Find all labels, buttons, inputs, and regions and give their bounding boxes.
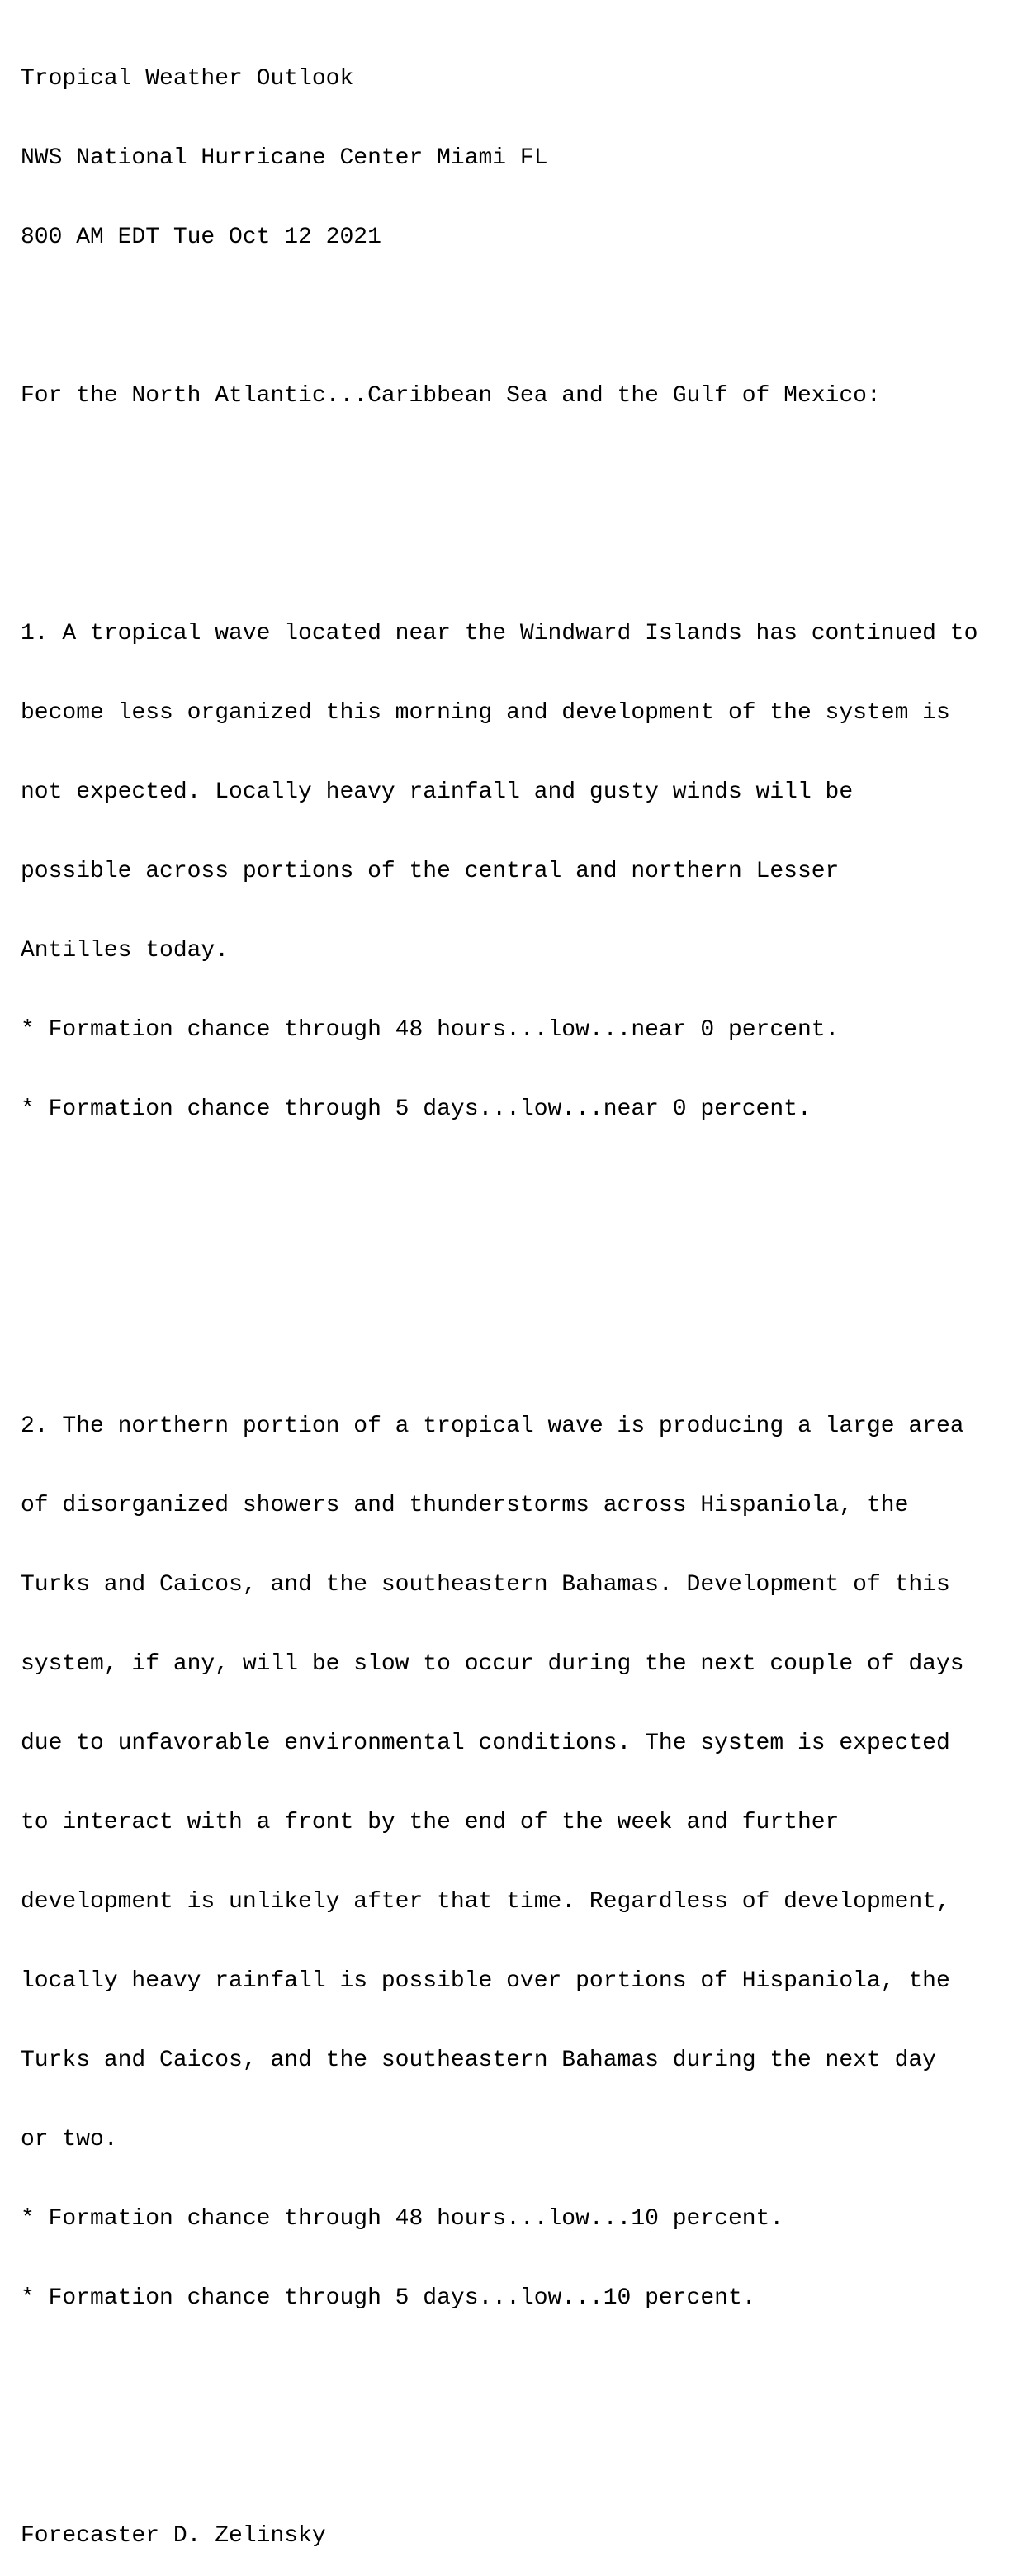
spacer	[21, 462, 1020, 489]
system-2-section	[21, 1361, 1020, 2365]
system-2-text-line: development is unlikely after that time. Regardless of development,	[21, 1889, 950, 1915]
document-title: Tropical Weather Outlook	[21, 66, 354, 92]
system-2-text-line: to interact with a front by the end of the week and further	[21, 1810, 840, 1835]
system-2-text-line: 2. The northern portion of a tropical wave is producing a large area	[21, 1413, 964, 1439]
system-1-chance-5d: * Formation chance through 5 days...low...near 0 percent.	[21, 1096, 812, 1122]
system-2-text-line: Turks and Caicos, and the southeastern Bahamas. Development of this	[21, 1572, 950, 1598]
system-1-text-line: Antilles today.	[21, 938, 230, 964]
forecaster-signature: Forecaster D. Zelinsky	[21, 2523, 326, 2549]
system-2-text-line: system, if any, will be slow to occur during the next couple of days	[21, 1651, 964, 1677]
outlook-document	[21, 13, 1020, 2576]
system-1-text-line: 1. A tropical wave located near the Windward Islands has continued to	[21, 621, 978, 646]
system-2-text-line: due to unfavorable environmental conditions. The system is expected	[21, 1731, 950, 1756]
system-2-chance-5d: * Formation chance through 5 days...low...10 percent.	[21, 2285, 756, 2311]
spacer	[21, 2444, 1020, 2470]
issue-time: 800 AM EDT Tue Oct 12 2021	[21, 225, 381, 250]
system-1-text-line: become less organized this morning and development of the system is	[21, 700, 950, 726]
issuing-office: NWS National Hurricane Center Miami FL	[21, 145, 548, 171]
system-1-chance-48h: * Formation chance through 48 hours...low...near 0 percent.	[21, 1017, 840, 1043]
system-1-text-line: not expected. Locally heavy rainfall and gusty winds will be	[21, 779, 854, 805]
system-1-section	[21, 568, 1020, 1176]
system-2-text-line: of disorganized showers and thunderstorms across Hispaniola, the	[21, 1493, 909, 1518]
system-2-chance-48h: * Formation chance through 48 hours...low...10 percent.	[21, 2206, 784, 2232]
system-2-text-line: or two.	[21, 2127, 118, 2152]
system-2-text-line: Turks and Caicos, and the southeastern Bahamas during the next day	[21, 2048, 936, 2073]
spacer	[21, 1255, 1020, 1281]
system-1-text-line: possible across portions of the central and northern Lesser	[21, 859, 840, 884]
system-2-text-line: locally heavy rainfall is possible over portions of Hispaniola, the	[21, 1968, 950, 1994]
spacer	[21, 304, 1020, 330]
region-intro: For the North Atlantic...Caribbean Sea and the Gulf of Mexico:	[21, 383, 881, 409]
